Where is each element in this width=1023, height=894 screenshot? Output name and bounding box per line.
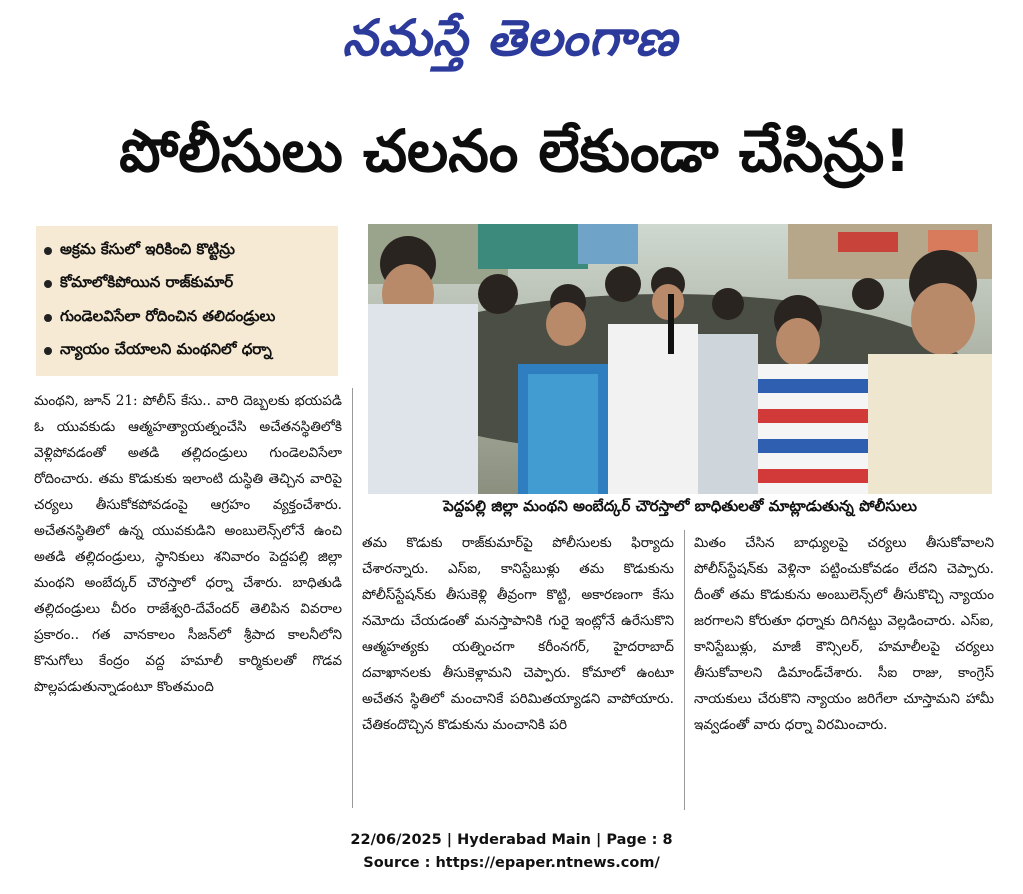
- column-divider: [352, 388, 353, 808]
- highlight-text: అక్రమ కేసులో ఇరికించి కొట్టిన్రు: [60, 239, 235, 258]
- bullet-icon: [44, 347, 52, 355]
- article-column-2: [362, 530, 674, 810]
- bullet-icon: [44, 247, 52, 255]
- article-paragraph: తమ కొడుకు రాజ్‌కుమార్‌పై పోలీసులకు ఫిర్యాదు చేశారన్నారు. ఎస్ఐ, కానిస్టేబుళ్లు తమ కొడుకును పోలీస్‌స్టేషన్‌కు తీసుకెళ్లి తీవ్రంగా కొట్టి, అకారణంగా కేసు నమోదు చేయడంతో మనస్తాపానికి గురై ఇంట్లోనే ఉరేసుకొని ఆత్మహత్యకు యత్నించగా కరీంనగర్, హైదరాబాద్ దవాఖానలకు తీసుకెళ్లామని చెప్పారు. కోమాలో ఉంటూ అచేతన స్థితిలో మంచానికే పరిమితయ్యాడని వాపోయారు. చేతికందొచ్చిన కొడుకును మంచానికి పరి: [362, 535, 674, 733]
- article-paragraph: మంథని, జూన్ 21: పోలీస్ కేసు.. వారి దెబ్బలకు భయపడి ఓ యువకుడు ఆత్మహత్యాయత్నంచేసి అచేతనస్థితిలోకి వెళ్లిపోవడంతో అతడి తల్లిదండ్రులు గుండెలవిసేలా రోదించారు. తమ కొడుకుకు ఇలాంటి దుస్థితి తెచ్చిన వారిపై చర్యలు తీసుకోకపోవడంపై ఆగ్రహం వ్యక్తంచేశారు. అచేతనస్థితిలో ఉన్న యువకుడిని అంబులెన్స్‌లోనే ఉంచి అతడి తల్లిదండ్రులు, స్థానికులు శనివారం పెద్దపల్లి జిల్లా మంథని అంబేద్కర్ చౌరస్తాలో ధర్నా చేశారు. బాధితుడి తల్లిదండ్రులు చీరం రాజేశ్వరి-దేవేందర్ తెలిపిన వివరాల ప్రకారం.. గత వానకాలం సీజన్‌లో శ్రీపాద కాలనీలోని కొనుగోలు కేంద్రం వద్ద హమాలీ కార్మికులతో గొడవ పొల్లపడుతున్నాడంటూ కొంతమంది: [34, 393, 342, 695]
- source-link[interactable]: Source : https://epaper.ntnews.com/: [363, 855, 660, 871]
- crowd-photo-illustration: [368, 224, 992, 494]
- highlight-text: గుండెలవిసేలా రోదించిన తలిదండ్రులు: [60, 306, 276, 325]
- article-column-1: [34, 388, 342, 808]
- bullet-icon: [44, 314, 52, 322]
- news-photo: [368, 224, 992, 494]
- highlight-item: [44, 234, 330, 268]
- highlight-item: [44, 335, 330, 369]
- highlight-item: [44, 268, 330, 302]
- highlights-box: [36, 226, 338, 376]
- photo-caption: పెద్దపల్లి జిల్లా మంథని అంబేద్కర్ చౌరస్తాలో బాధితులతో మాట్లాడుతున్న పోలీసులు: [443, 497, 917, 515]
- masthead-logo: నమస్తే తెలంగాణ: [342, 8, 678, 67]
- bullet-icon: [44, 280, 52, 288]
- highlight-item: [44, 301, 330, 335]
- highlight-text: కోమాలోకిపోయిన రాజ్‌కుమార్: [60, 273, 234, 292]
- column-divider: [684, 530, 685, 810]
- article-paragraph: మితం చేసిన బాధ్యులపై చర్యలు తీసుకోవాలని పోలీస్‌స్టేషన్‌కు వెళ్లినా పట్టించుకోవడం లేదని చెప్పారు. దీంతో తమ కొడుకును అంబులెన్స్‌లో తీసుకొచ్చి న్యాయం జరగాలని కోరుతూ ధర్నాకు దిగినట్టు వెల్లడించారు. ఎస్ఐ, కానిస్టేబుళ్లు, మాజీ కౌన్సిలర్, హమాలీలపై చర్యలు తీసుకోవాలని డిమాండ్‌చేశారు. సీఐ రాజు, కాంగ్రెస్ నాయకులు చేరుకొని న్యాయం జరిగేలా చూస్తామని హామీ ఇవ్వడంతో వారు ధర్నా విరమించారు.: [694, 535, 994, 733]
- highlight-text: న్యాయం చేయాలని మంథనిలో ధర్నా: [60, 340, 272, 359]
- article-column-3: [694, 530, 994, 810]
- headline: పోలీసులు చలనం లేకుండా చేసిన్రు!: [119, 116, 911, 185]
- edition-info: 22/06/2025 | Hyderabad Main | Page : 8: [350, 832, 673, 848]
